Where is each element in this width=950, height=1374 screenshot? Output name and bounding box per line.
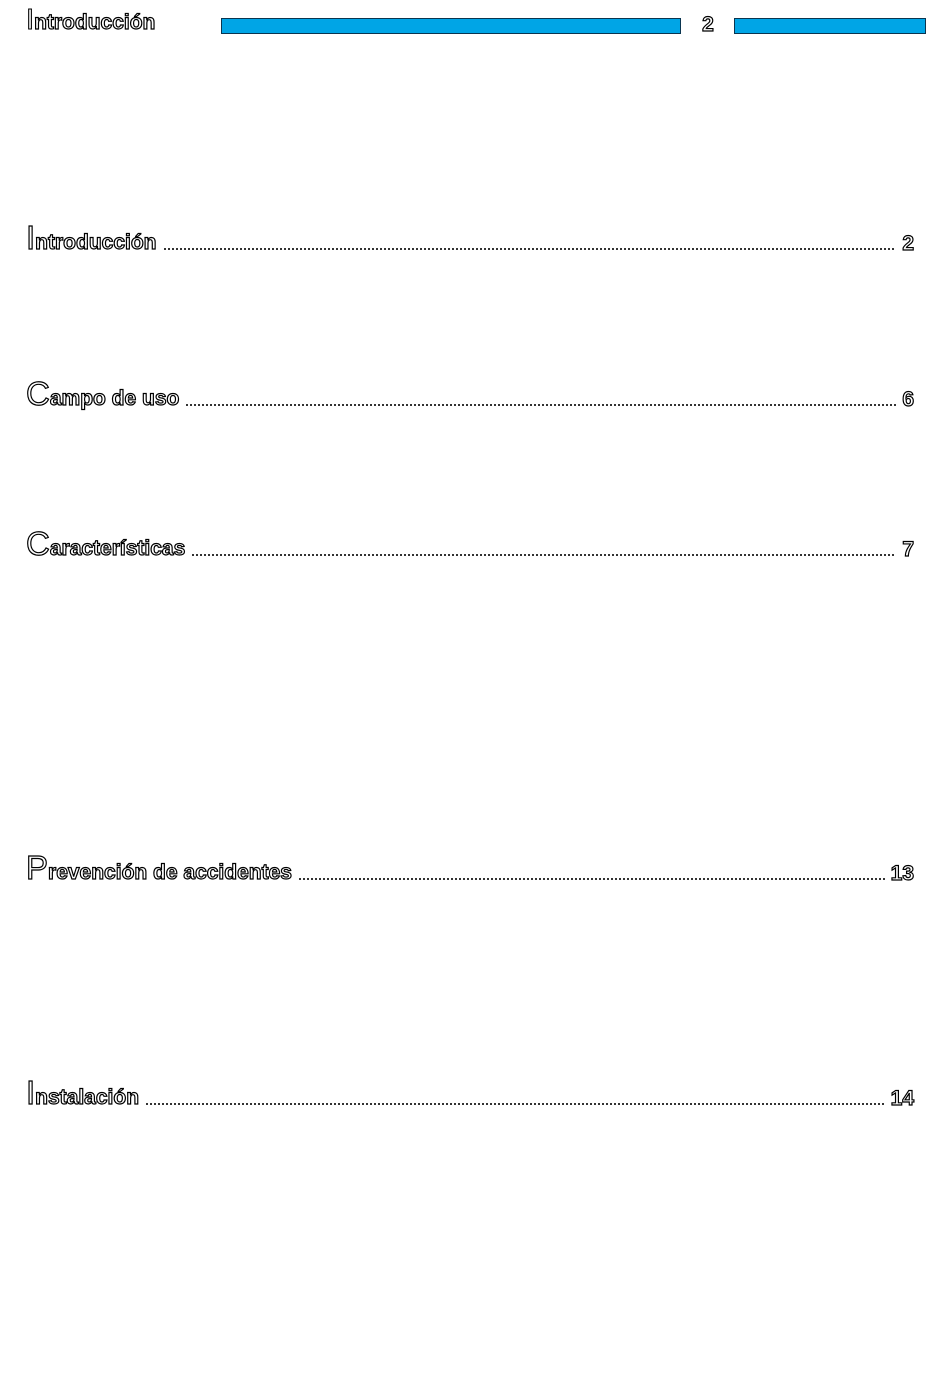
dot-leader (191, 554, 896, 556)
toc-entry-title (26, 527, 185, 560)
toc-entry-text: aracterísticas (49, 537, 186, 560)
header-title-text: ntroducción (34, 11, 156, 34)
toc-entry-title (26, 221, 157, 254)
toc-entry-introduccion[interactable] (26, 214, 914, 254)
toc-entry-title (26, 1076, 139, 1109)
header-bar-left (221, 18, 681, 34)
toc-entry-initial: C (26, 525, 50, 562)
toc-entry-page: 7 (902, 538, 914, 561)
toc-entry-initial: C (26, 375, 50, 412)
header-title (26, 6, 155, 35)
toc-entry-page: 6 (902, 388, 914, 411)
toc-entry-text: ampo de uso (49, 387, 180, 410)
header-title-initial: I (26, 4, 35, 36)
toc-entry-instalacion[interactable] (26, 1069, 914, 1109)
toc-entry-caracteristicas[interactable] (26, 520, 914, 560)
toc-entry-title (26, 851, 292, 884)
dot-leader (145, 1103, 885, 1105)
toc-entry-initial: P (26, 849, 49, 886)
dot-leader (298, 878, 885, 880)
toc-entry-initial: I (26, 219, 36, 256)
toc-entry-page: 2 (902, 232, 914, 255)
dot-leader (163, 248, 897, 250)
toc-entry-page: 13 (890, 862, 914, 885)
toc-entry-text: ntroducción (35, 231, 157, 254)
page-header (0, 0, 950, 48)
toc-entry-title (26, 377, 179, 410)
dot-leader (185, 404, 896, 406)
toc-entry-initial: I (26, 1074, 36, 1111)
toc-entry-campo-de-uso[interactable] (26, 370, 914, 410)
toc-entry-prevencion-de-accidentes[interactable] (26, 844, 914, 884)
toc-entry-text: revención de accidentes (48, 861, 292, 884)
header-page-number: 2 (702, 13, 714, 36)
toc-entry-page: 14 (890, 1087, 914, 1110)
toc-entry-text: nstalación (35, 1086, 140, 1109)
header-bar-right (734, 18, 926, 34)
